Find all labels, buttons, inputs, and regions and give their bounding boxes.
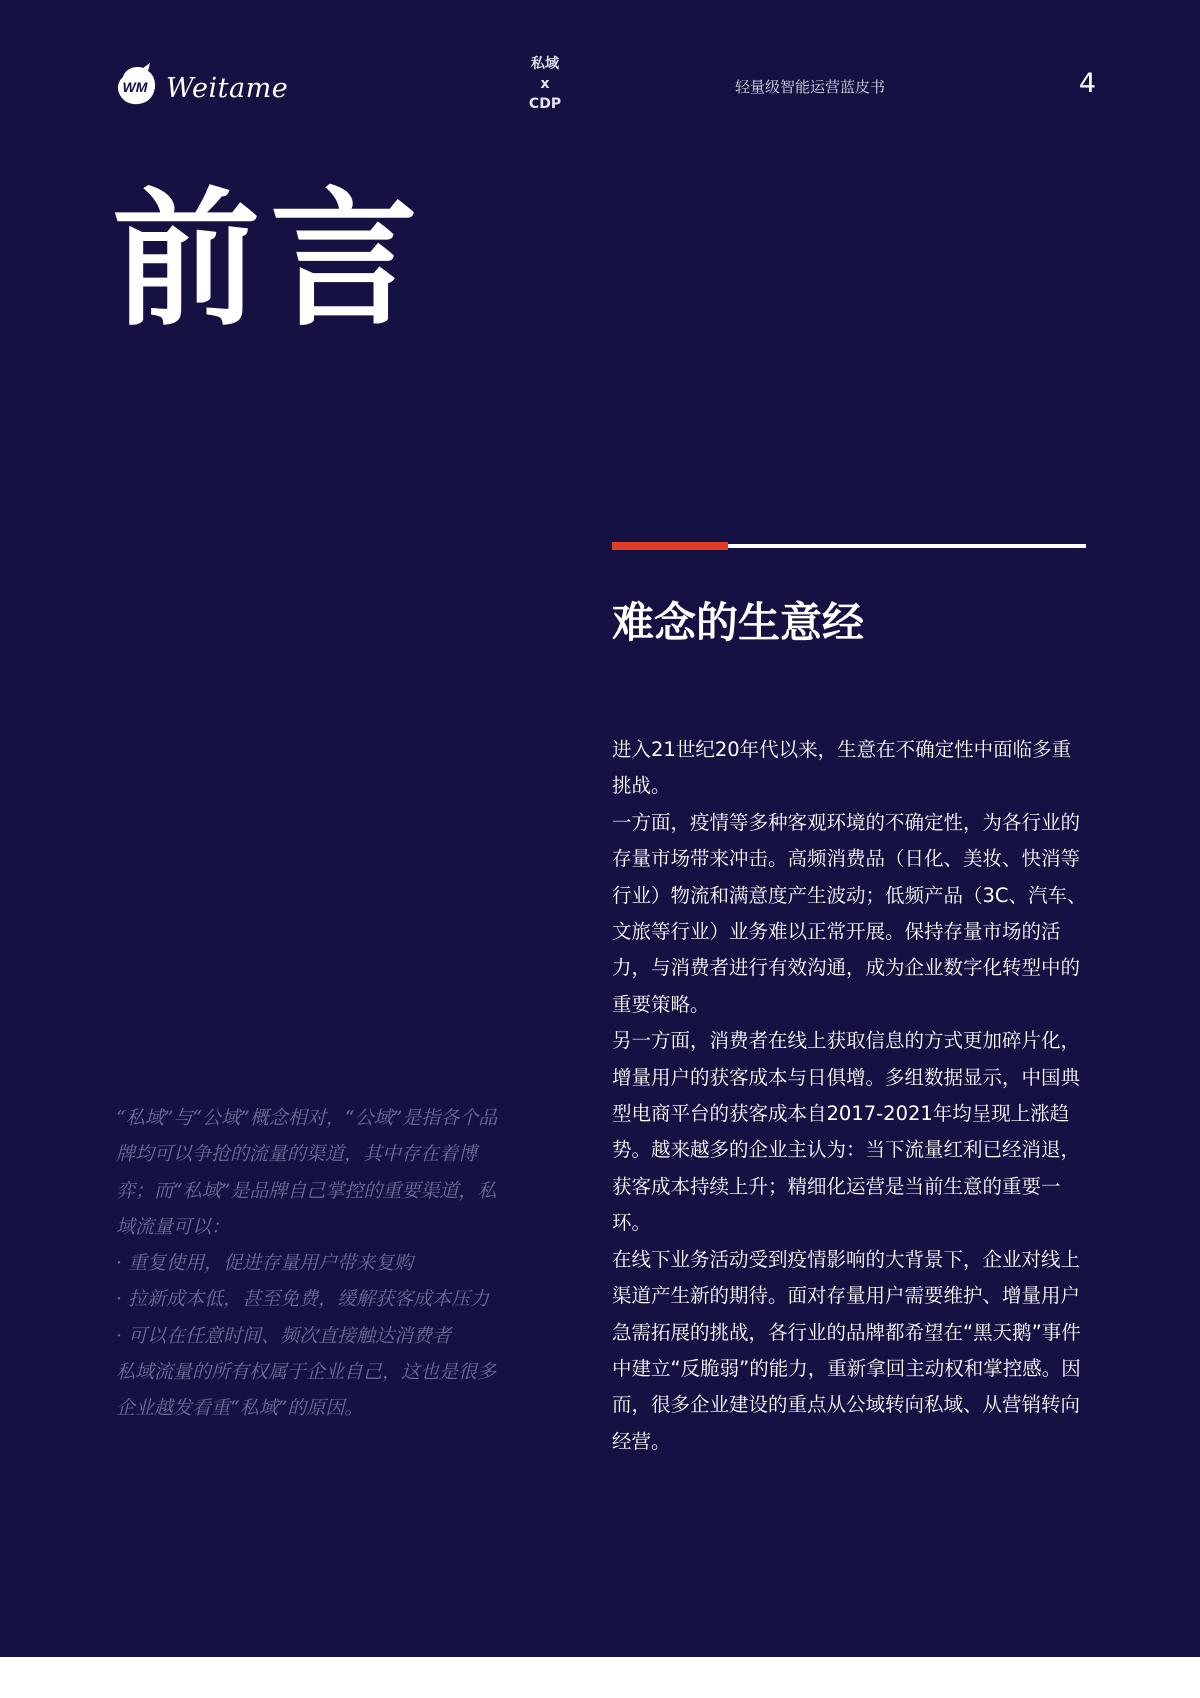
body-paragraph: 一方面，疫情等多种客观环境的不确定性，为各行业的存量市场带来冲击。高频消费品（日化、美妆、快消等行业）物流和满意度产生波动；低频产品（3C、汽车、文旅等行业）业务难以正常开展。保持存量市场的活力，与消费者进行有效沟通，成为企业数字化转型中的重要策略。 [612, 810, 1087, 1016]
sidebar-quote [116, 1100, 510, 1427]
document-title: 轻量级智能运营蓝皮书 [734, 78, 885, 96]
page-title: 前言 [112, 174, 428, 346]
svg-text:WM: WM [122, 79, 148, 95]
body-paragraph: 进入21世纪20年代以来，生意在不确定性中面临多重挑战。 [612, 738, 1072, 798]
quote-point: · 可以在任意时间、频次直接触达消费者 [116, 1324, 452, 1347]
topic-tag-line: 私域 [531, 56, 559, 72]
body-paragraph: 在线下业务活动受到疫情影响的大背景下，企业对线上渠道产生新的期待。面对存量用户需要维护、增量用户急需拓展的挑战，各行业的品牌都希望在“黑天鹅”事件中建立“反脆弱”的能力，重新拿回主动权和掌控感。因而，很多企业建设的重点从公域转向私域、从营销转向经营。 [612, 1247, 1081, 1453]
quote-closing: 私域流量的所有权属于企业自己，这也是很多企业越发看重“私域”的原因。 [116, 1361, 497, 1420]
topic-tag-line: CDP [528, 96, 562, 112]
page-number: 4 [1078, 68, 1096, 99]
section-heading: 难念的生意经 [612, 598, 865, 647]
brand-logo [114, 62, 288, 108]
body-paragraph: 另一方面，消费者在线上获取信息的方式更加碎片化，增量用户的获客成本与日俱增。多组数据显示，中国典型电商平台的获客成本自2017-2021年均呈现上涨趋势。越来越多的企业主认为：当下流量红利已经消退，获客成本持续上升；精细化运营是当前生意的重要一环。 [612, 1029, 1081, 1235]
topic-tag-line: x [540, 76, 550, 92]
quote-intro: “私域”与“公域”概念相对，“公域”是指各个品牌均可以争抢的流量的渠道，其中存在着博弈；而“私域”是品牌自己掌控的重要渠道，私域流量可以： [116, 1107, 498, 1238]
weitame-logo-icon [114, 62, 160, 108]
logo-wordmark: Weitame [166, 72, 289, 104]
body-text [612, 732, 1088, 1460]
quote-point: · 拉新成本低，甚至免费，缓解获客成本压力 [116, 1288, 490, 1311]
section-divider-accent [612, 542, 728, 550]
quote-point: · 重复使用，促进存量用户带来复购 [116, 1252, 414, 1275]
topic-tag [505, 54, 585, 114]
